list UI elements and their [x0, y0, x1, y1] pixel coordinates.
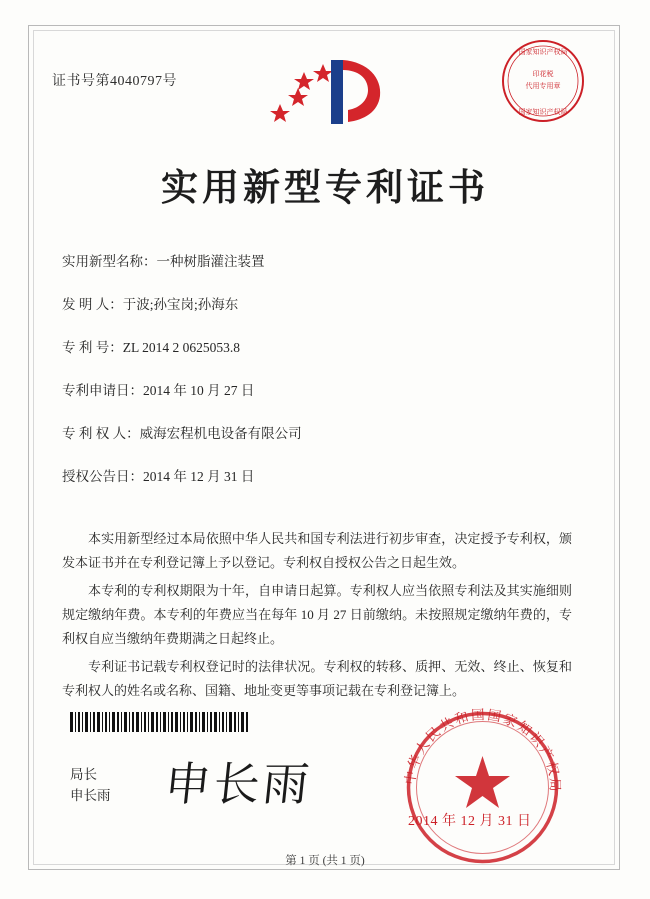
- page-title: 实用新型专利证书: [161, 165, 489, 209]
- certificate-number: 证书号第4040797号: [52, 74, 177, 89]
- director-name-label: 申长雨: [70, 787, 111, 803]
- sipo-logo-icon: [268, 52, 388, 134]
- field-label: 发 明 人：: [62, 297, 123, 312]
- field-value: 2014 年 10 月 27 日: [143, 383, 255, 398]
- field-row: [62, 422, 582, 442]
- field-value: 威海宏程机电设备有限公司: [139, 426, 302, 441]
- field-label: 专 利 号：: [62, 340, 123, 355]
- paragraph: 本实用新型经过本局依照中华人民共和国专利法进行初步审查，决定授予专利权，颁发本证书并在专利登记簿上予以登记。专利权自授权公告之日起生效。: [62, 531, 572, 571]
- field-row: [62, 250, 582, 270]
- legal-text: [62, 527, 572, 707]
- field-value: 一种树脂灌注装置: [156, 254, 265, 269]
- seal-date: 2014 年 12 月 31 日: [408, 814, 532, 829]
- handwritten-signature: 申长雨: [161, 757, 315, 811]
- tax-stamp-seal: [500, 38, 586, 124]
- svg-text:印花税: 印花税: [532, 70, 554, 78]
- barcode: [70, 712, 248, 732]
- field-row: [62, 293, 582, 313]
- field-row: [62, 336, 582, 356]
- page-footer: 第 1 页 (共 1 页): [285, 855, 365, 867]
- svg-text:国家知识产权局: 国家知识产权局: [518, 48, 568, 56]
- field-row: [62, 465, 582, 485]
- paragraph: 本专利的专利权期限为十年，自申请日起算。专利权人应当依照专利法及其实施细则规定缴纳年费。本专利的年费应当在每年 10 月 27 日前缴纳。未按照规定缴纳年费的，专利权自应当缴纳年费期满之日起终止。: [62, 583, 572, 647]
- svg-text:代用专用章: 代用专用章: [525, 82, 561, 90]
- svg-text:中华人民共和国国家知识产权局: 中华人民共和国国家知识产权局: [402, 707, 563, 794]
- field-label: 专 利 权 人：: [62, 426, 140, 441]
- field-row: [62, 379, 582, 399]
- field-label: 实用新型名称：: [62, 254, 157, 269]
- field-value: ZL 2014 2 0625053.8: [122, 340, 240, 355]
- field-label: 授权公告日：: [62, 469, 143, 484]
- director-title-label: 局长: [70, 767, 97, 782]
- paragraph: 专利证书记载专利权登记时的法律状况。专利权的转移、质押、无效、终止、恢复和专利权人的姓名或名称、国籍、地址变更等事项记载在专利登记簿上。: [62, 659, 572, 699]
- field-label: 专利申请日：: [62, 383, 143, 398]
- field-list: [62, 250, 582, 508]
- field-value: 于波;孙宝岗;孙海东: [122, 297, 239, 312]
- svg-text:国家知识产权局: 国家知识产权局: [518, 108, 568, 116]
- signature-labels: [70, 765, 111, 807]
- official-seal: [395, 700, 570, 875]
- field-value: 2014 年 12 月 31 日: [143, 469, 255, 484]
